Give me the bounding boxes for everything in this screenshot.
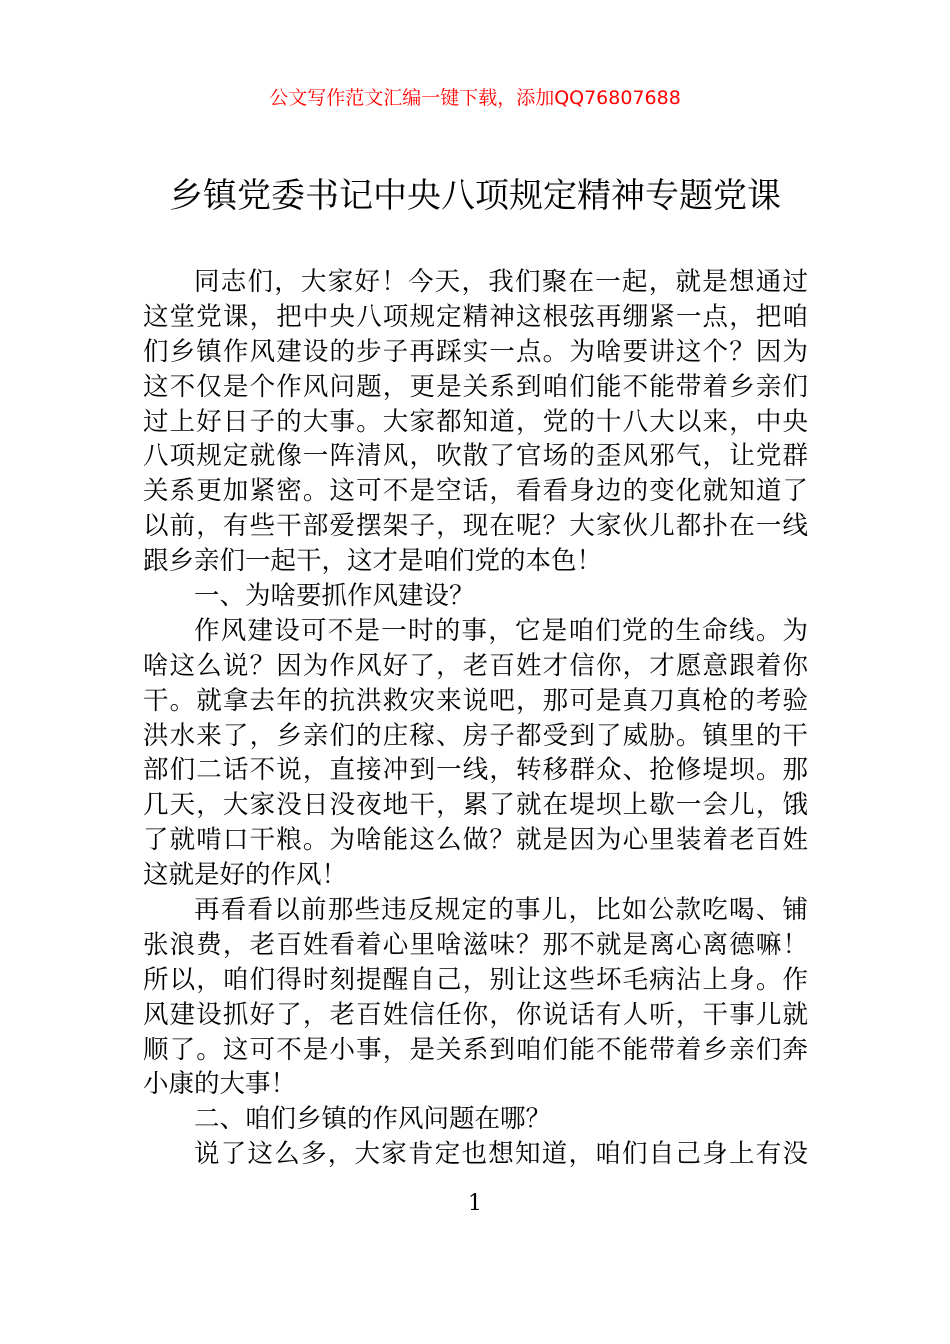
paragraph-line: 们乡镇作风建设的步子再踩实一点。为啥要讲这个？因为 xyxy=(143,336,808,367)
paragraph-line: 这堂党课，把中央八项规定精神这根弦再绷紧一点，把咱 xyxy=(143,301,808,332)
paragraph-line: 洪水来了，乡亲们的庄稼、房子都受到了威胁。镇里的干 xyxy=(143,720,808,751)
paragraph-line: 八项规定就像一阵清风，吹散了官场的歪风邪气，让党群 xyxy=(143,441,808,472)
paragraph-line: 以前，有些干部爱摆架子，现在呢？大家伙儿都扑在一线 xyxy=(143,511,808,542)
paragraph-line: 了就啃口干粮。为啥能这么做？就是因为心里装着老百姓 xyxy=(143,825,808,856)
paragraph-line: 同志们，大家好！今天，我们聚在一起，就是想通过 xyxy=(194,267,808,297)
paragraph-line: 风建设抓好了，老百姓信任你，你说话有人听，干事儿就 xyxy=(143,999,808,1030)
paragraph-line: 跟乡亲们一起干，这才是咱们党的本色！ xyxy=(143,546,603,577)
paragraph-line: 作风建设可不是一时的事，它是咱们党的生命线。为 xyxy=(194,615,808,646)
paragraph-line: 啥这么说？因为作风好了，老百姓才信你，才愿意跟着你 xyxy=(143,650,808,681)
paragraph-line: 几天，大家没日没夜地干，累了就在堤坝上歇一会儿，饿 xyxy=(143,790,808,821)
paragraph-line: 张浪费，老百姓看着心里啥滋味？那不就是离心离德嘛！ xyxy=(143,929,808,960)
download-notice: 公文写作范文汇编一键下载，添加QQ76807688 xyxy=(269,87,681,109)
paragraph-line: 这就是好的作风！ xyxy=(143,860,348,891)
paragraph-line: 关系更加紧密。这可不是空话，看看身边的变化就知道了 xyxy=(143,476,808,507)
paragraph-line: 顺了。这可不是小事，是关系到咱们能不能带着乡亲们奔 xyxy=(143,1034,808,1065)
section-heading: 一、为啥要抓作风建设？ xyxy=(194,581,475,612)
document-body xyxy=(143,265,808,1172)
document-title: 乡镇党委书记中央八项规定精神专题党课 xyxy=(169,176,781,216)
paragraph-line: 说了这么多，大家肯定也想知道，咱们自己身上有没 xyxy=(194,1139,808,1170)
paragraph-line: 干。就拿去年的抗洪救灾来说吧，那可是真刀真枪的考验 xyxy=(143,685,808,716)
paragraph-line: 所以，咱们得时刻提醒自己，别让这些坏毛病沾上身。作 xyxy=(143,964,808,995)
paragraph-line: 再看看以前那些违反规定的事儿，比如公款吃喝、铺 xyxy=(194,895,808,926)
paragraph-line: 过上好日子的大事。大家都知道，党的十八大以来，中央 xyxy=(143,406,808,437)
paragraph-line: 部们二话不说，直接冲到一线，转移群众、抢修堤坝。那 xyxy=(143,755,808,786)
paragraph-line: 小康的大事！ xyxy=(143,1069,297,1100)
paragraph-line: 这不仅是个作风问题，更是关系到咱们能不能带着乡亲们 xyxy=(143,371,808,402)
page-number: 1 xyxy=(468,1191,482,1216)
section-heading: 二、咱们乡镇的作风问题在哪？ xyxy=(194,1104,552,1135)
